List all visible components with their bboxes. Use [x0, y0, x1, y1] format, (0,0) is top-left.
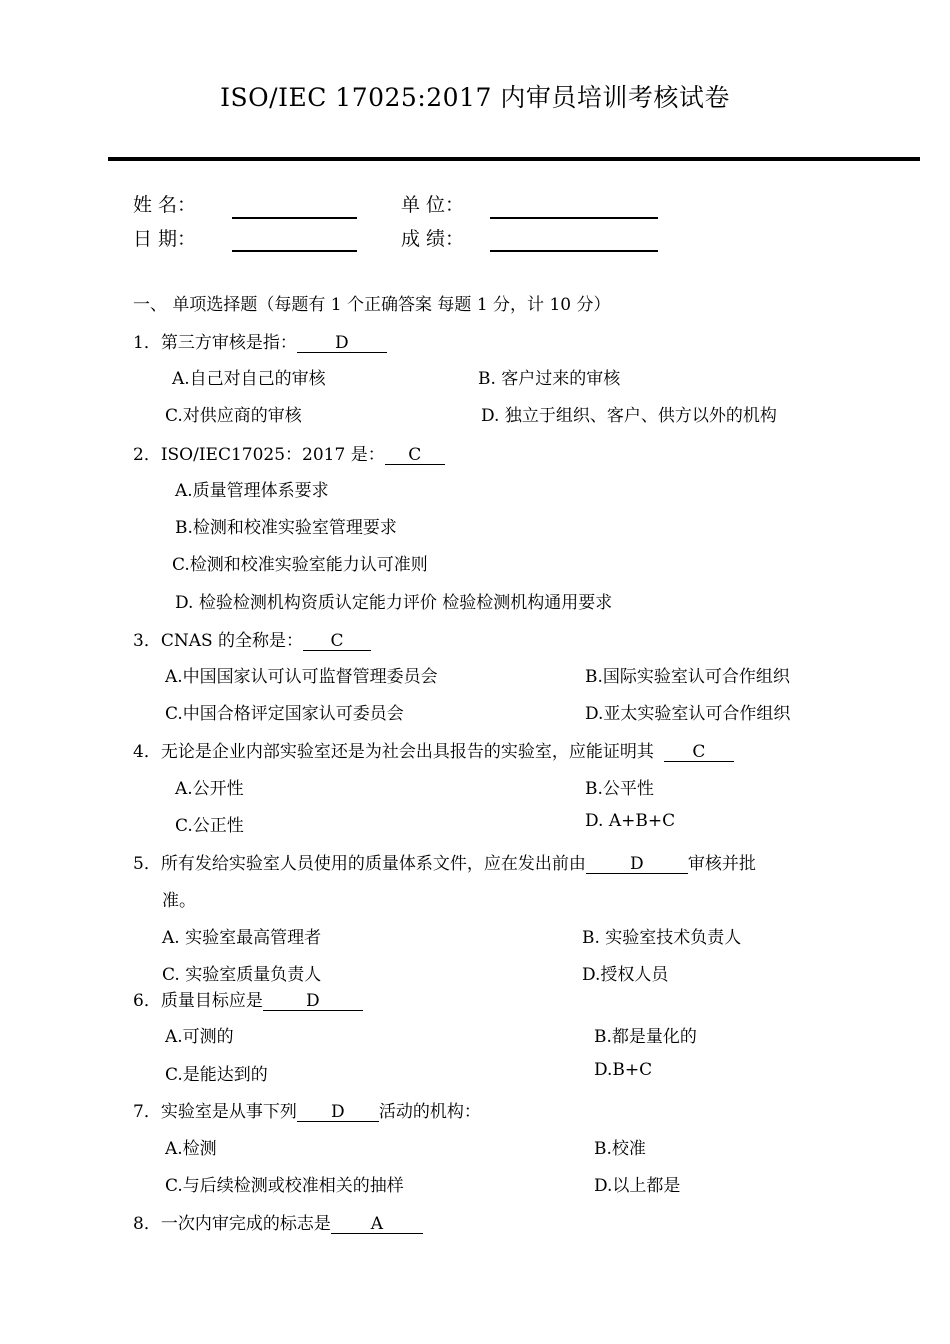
question-stem: 5．所有发给实验室人员使用的质量体系文件，应在发出前由: [133, 854, 586, 874]
question-stem-after: 活动的机构：: [378, 1102, 481, 1122]
question-stem-after: 审核并批: [687, 854, 756, 874]
name-blank[interactable]: [232, 199, 357, 219]
question-stem-continued: 准。: [162, 891, 196, 911]
option-d: D. 检验检测机构资质认定能力评价 检验检测机构通用要求: [175, 593, 613, 613]
question-stem: 2．ISO/IEC17025：2017 是：: [133, 445, 385, 465]
question-5: [133, 849, 756, 874]
question-stem: 6．质量目标应是: [133, 991, 263, 1011]
question-stem: 1．第三方审核是指：: [133, 333, 297, 353]
option-d: D.亚太实验室认可合作组织: [585, 704, 791, 724]
question-2: [133, 440, 445, 465]
score-blank[interactable]: [490, 232, 658, 252]
option-d: D.授权人员: [582, 965, 669, 985]
option-a: A.检测: [165, 1139, 217, 1159]
question-6: [133, 986, 363, 1011]
question-stem: 4．无论是企业内部实验室还是为社会出具报告的实验室，应能证明其: [133, 742, 654, 762]
question-4: [133, 737, 734, 762]
question-1: [133, 328, 387, 353]
question-stem: 8．一次内审完成的标志是: [133, 1214, 331, 1234]
unit-label: 单 位：: [401, 194, 465, 216]
option-d: D.B+C: [594, 1060, 653, 1080]
option-b: B.公平性: [585, 779, 654, 799]
section-title: 一、 单项选择题（每题有 1 个正确答案 每题 1 分，计 10 分）: [133, 295, 611, 315]
answer-blank[interactable]: C: [303, 632, 371, 651]
name-field: [133, 190, 196, 217]
unit-blank[interactable]: [490, 199, 658, 219]
option-c: C.是能达到的: [165, 1065, 268, 1085]
question-7: [133, 1097, 481, 1122]
option-b: B.校准: [594, 1139, 646, 1159]
option-d: D.以上都是: [594, 1176, 681, 1196]
option-c: C.中国合格评定国家认可委员会: [165, 704, 404, 724]
option-c: C.检测和校准实验室能力认可准则: [172, 555, 428, 575]
answer-blank[interactable]: C: [664, 743, 734, 762]
answer-blank[interactable]: D: [297, 1103, 379, 1122]
option-a: A.中国国家认可认可监督管理委员会: [165, 667, 438, 687]
date-label: 日 期：: [133, 228, 197, 250]
header-rule: [108, 157, 920, 161]
name-label: 姓 名：: [133, 194, 197, 216]
question-8: [133, 1209, 423, 1234]
option-c: C.公正性: [175, 816, 244, 836]
option-b: B. 客户过来的审核: [478, 369, 621, 389]
option-d: D. A+B+C: [585, 811, 676, 831]
answer-blank[interactable]: D: [297, 334, 387, 353]
date-blank[interactable]: [232, 232, 357, 252]
date-field: [133, 224, 196, 251]
question-3: [133, 626, 371, 651]
unit-field: [401, 190, 464, 217]
option-a: A. 实验室最高管理者: [162, 928, 322, 948]
option-b: B.国际实验室认可合作组织: [585, 667, 790, 687]
option-b: B.检测和校准实验室管理要求: [175, 518, 397, 538]
page-title: ISO/IEC 17025:2017 内审员培训考核试卷: [220, 83, 730, 112]
score-label: 成 绩：: [401, 228, 465, 250]
option-a: A.公开性: [175, 779, 244, 799]
option-c: C.与后续检测或校准相关的抽样: [165, 1176, 404, 1196]
option-d: D. 独立于组织、客户、供方以外的机构: [481, 406, 777, 426]
answer-blank[interactable]: D: [263, 992, 363, 1011]
option-a: A.自己对自己的审核: [172, 369, 326, 389]
option-c: C.对供应商的审核: [165, 406, 302, 426]
answer-blank[interactable]: D: [586, 855, 688, 874]
option-a: A.质量管理体系要求: [175, 481, 329, 501]
answer-blank[interactable]: A: [331, 1215, 423, 1234]
option-a: A.可测的: [165, 1027, 234, 1047]
answer-blank[interactable]: C: [385, 446, 445, 465]
option-b: B.都是量化的: [594, 1027, 697, 1047]
option-b: B. 实验室技术负责人: [582, 928, 742, 948]
question-stem: 3．CNAS 的全称是：: [133, 631, 304, 651]
score-field: [401, 224, 464, 251]
option-c: C. 实验室质量负责人: [162, 965, 322, 985]
question-stem: 7．实验室是从事下列: [133, 1102, 297, 1122]
